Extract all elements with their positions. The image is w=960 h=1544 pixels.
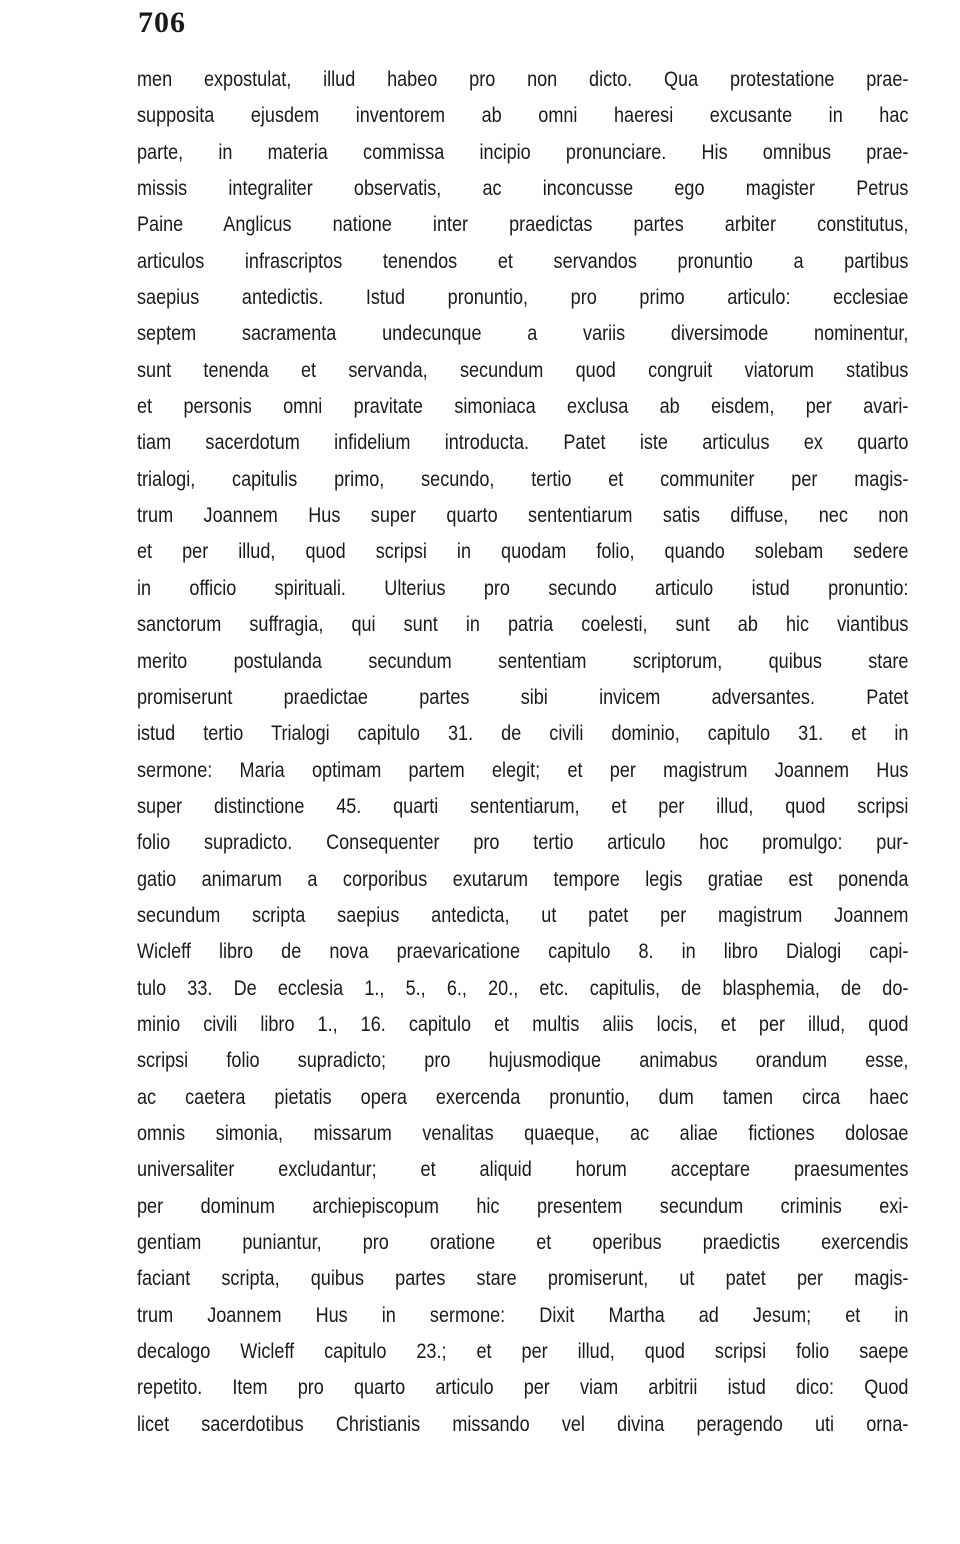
text-line: sermone: Maria optimam partem elegit; et per magistrum Joannem Hus [137, 758, 909, 782]
text-line: Wicleff libro de nova praevaricatione capitulo 8. in libro Dialogi capi- [137, 940, 909, 964]
text-line: minio civili libro 1., 16. capitulo et multis aliis locis, et per illud, quod [137, 1012, 909, 1036]
text-line: et personis omni pravitate simoniaca exclusa ab eisdem, per avari- [137, 395, 909, 419]
text-line: scripsi folio supradicto; pro hujusmodique animabus orandum esse, [137, 1049, 909, 1073]
text-line: tiam sacerdotum infidelium introducta. Patet iste articulus ex quarto [137, 431, 909, 455]
text-line: men expostulat, illud habeo pro non dicto. Qua protestatione prae- [137, 68, 909, 91]
text-line: sunt tenenda et servanda, secundum quod congruit viatorum statibus [137, 358, 909, 382]
text-line: gentiam puniantur, pro oratione et operibus praedictis exercendis [137, 1231, 909, 1254]
text-line: promiserunt praedictae partes sibi invicem adversantes. Patet [137, 685, 909, 709]
text-line: missis integraliter observatis, ac inconcusse ego magister Petrus [137, 177, 909, 201]
text-line: merito postulanda secundum sententiam scriptorum, quibus stare [137, 649, 909, 673]
text-line: trum Joannem Hus super quarto sententiarum satis diffuse, nec non [137, 504, 909, 528]
text-line: per dominum archiepiscopum hic presentem secundum criminis exi- [137, 1194, 909, 1218]
text-line: supposita ejusdem inventorem ab omni haeresi excusante in hac [137, 104, 909, 128]
text-line: repetito. Item pro quarto articulo per viam arbitrii istud dico: Quod [137, 1376, 909, 1400]
text-line: ac caetera pietatis opera exercenda pronuntio, dum tamen circa haec [137, 1085, 909, 1109]
text-line: decalogo Wicleff capitulo 23.; et per illud, quod scripsi folio saepe [137, 1340, 909, 1364]
text-line: licet sacerdotibus Christianis missando vel divina peragendo uti orna- [137, 1412, 909, 1436]
text-line: trum Joannem Hus in sermone: Dixit Martha ad Jesum; et in [137, 1303, 909, 1327]
body-text [137, 62, 909, 1443]
text-line: saepius antedictis. Istud pronuntio, pro primo articulo: ecclesiae [137, 286, 909, 310]
text-line: sanctorum suffragia, qui sunt in patria coelesti, sunt ab hic viantibus [137, 613, 909, 637]
text-line: universaliter excludantur; et aliquid horum acceptare praesumentes [137, 1158, 909, 1182]
text-line: septem sacramenta undecunque a variis diversimode nominentur, [137, 322, 909, 346]
text-line: Paine Anglicus natione inter praedictas partes arbiter constitutus, [137, 213, 909, 237]
text-line: super distinctione 45. quarti sententiarum, et per illud, quod scripsi [137, 794, 909, 818]
text-line: omnis simonia, missarum venalitas quaeque, ac aliae fictiones dolosae [137, 1121, 909, 1145]
text-line: gatio animarum a corporibus exutarum tempore legis gratiae est ponenda [137, 867, 909, 891]
text-line: et per illud, quod scripsi in quodam folio, quando solebam sedere [137, 540, 909, 564]
text-line: tulo 33. De ecclesia 1., 5., 6., 20., etc. capitulis, de blasphemia, de do- [137, 976, 909, 1000]
text-line: folio supradicto. Consequenter pro tertio articulo hoc promulgo: pur- [137, 831, 909, 855]
text-line: faciant scripta, quibus partes stare promiserunt, ut patet per magis- [137, 1267, 909, 1291]
page-number: 706 [138, 6, 186, 39]
text-line: secundum scripta saepius antedicta, ut patet per magistrum Joannem [137, 903, 909, 927]
text-line: istud tertio Trialogi capitulo 31. de civili dominio, capitulo 31. et in [137, 722, 909, 746]
text-line: trialogi, capitulis primo, secundo, tertio et communiter per magis- [137, 467, 909, 491]
text-line: parte, in materia commissa incipio pronunciare. His omnibus prae- [137, 140, 909, 164]
text-line: in officio spirituali. Ulterius pro secundo articulo istud pronuntio: [137, 576, 909, 600]
text-line: articulos infrascriptos tenendos et servandos pronuntio a partibus [137, 249, 909, 273]
